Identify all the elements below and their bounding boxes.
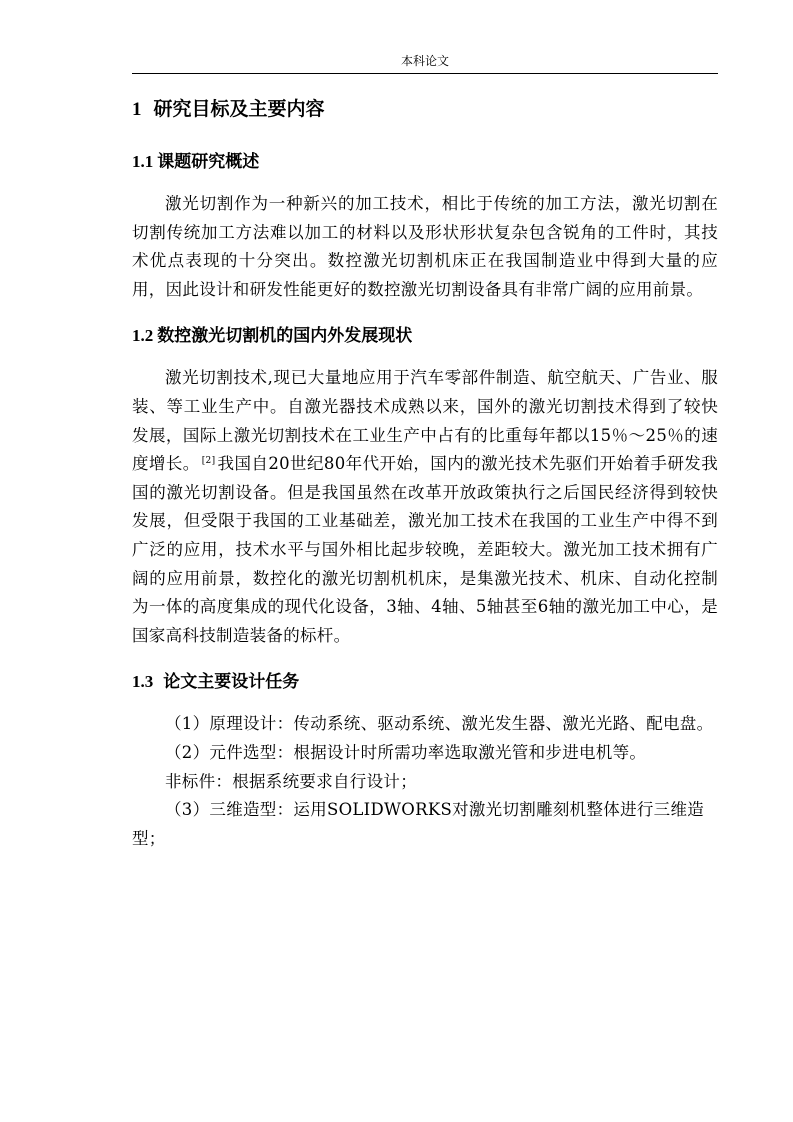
document-body [132, 94, 718, 853]
page-header: 本科论文 [400, 54, 449, 68]
task-item: （1）原理设计：传动系统、驱动系统、激光发生器、激光光路、配电盘。 [165, 714, 714, 734]
section-number: 1.1 [132, 152, 154, 171]
citation-ref[interactable]: [2] [201, 455, 216, 466]
section-number: 1.3 [132, 672, 154, 692]
task-item: 非标件：根据系统要求自行设计； [165, 771, 417, 791]
chapter-heading [132, 94, 718, 124]
section-number: 1.2 [132, 326, 154, 346]
paragraph-text-part-2: 我国自20世纪80年代开始，国内的激光技术先驱们开始着手研发我国的激光切割设备。但是我国虽然在改革开放政策执行之后国民经济得到较快发展，但受限于我国的工业基础差，激光加工技术在我国的工业生产中得不到广泛的应用，技术水平与国外相比起步较晚，差距较大。激光加工技术拥有广阔的应用前景，数控化的激光切割机机床，是集激光技术、机床、自动化控制为一体的高度集成的现代化设备，3轴、4轴、5轴甚至6轴的激光加工中心，是国家高科技制造装备的标杆。 [132, 454, 718, 645]
section-1-2-paragraph [132, 364, 718, 650]
paragraph-text-part-1: 激光切割技术,现已大量地应用于汽车零部件制造、航空航天、广告业、服装、等工业生产中。自激光器技术成熟以来，国外的激光切割技术得到了较快发展，国际上激光切割技术在工业生产中占有的比重每年都以15％～25％的速度增长。 [132, 368, 718, 474]
section-heading-1-3 [132, 668, 718, 696]
section-title: 数控激光切割机的国内外发展现状 [157, 326, 413, 347]
chapter-title: 研究目标及主要内容 [153, 98, 325, 120]
task-item: （3）三维造型：运用SOLIDWORKS对激光切割雕刻机整体进行三维造型； [132, 800, 705, 848]
section-title: 课题研究概述 [157, 152, 260, 172]
section-1-1-paragraph: 激光切割作为一种新兴的加工技术，相比于传统的加工方法，激光切割在切割传统加工方法难以加工的材料以及形状形状复杂包含锐角的工件时，其技术优点表现的十分突出。数控激光切割机床正在我国制造业中得到大量的应用，因此设计和研发性能更好的数控激光切割设备具有非常广阔的应用前景。 [132, 194, 718, 299]
section-title: 论文主要设计任务 [163, 672, 300, 693]
header-divider [132, 73, 718, 74]
section-heading-1-2 [132, 322, 718, 350]
chapter-number: 1 [132, 99, 142, 120]
task-item: （2）元件选型：根据设计时所需功率选取激光管和步进电机等。 [165, 742, 647, 762]
section-heading-1-1 [132, 148, 718, 176]
